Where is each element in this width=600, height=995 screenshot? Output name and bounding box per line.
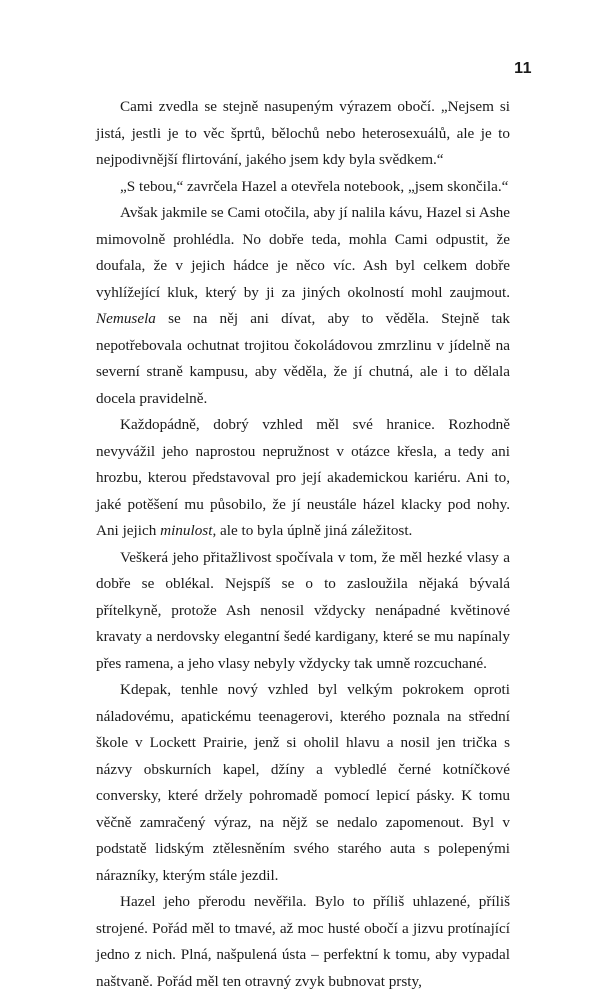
page-number: 11: [514, 60, 532, 77]
paragraph-4-part-2: , ale to byla úplně jiná záležitost.: [212, 522, 413, 539]
paragraph-4-part-1: Každopádně, dobrý vzhled měl své hranice. Rozhodně nevyvážil jeho naprostou nepružnost v otázce křesla, a tedy ani hrozbu, kterou představoval pro její akademickou kariéru. Ani to, jaké potěšení mu působilo, že jí neustále házel klacky pod nohy. Ani jejich: [96, 416, 510, 539]
paragraph-7: Hazel jeho přerodu nevěřila. Bylo to příliš uhlazené, příliš strojené. Pořád měl to tmavé, až moc husté obočí a jizvu protínající jedno z nich. Plná, našpulená ústa – perfektní k tomu, aby vypadal naštvaně. Pořád měl ten otravný zvyk bubnovat prsty,: [96, 893, 510, 990]
paragraph-5: Veškerá jeho přitažlivost spočívala v tom, že měl hezké vlasy a dobře se oblékal. Nejspíš se o to zasloužila nějaká bývalá přítelkyně, protože Ash nenosil vždycky nenápadné květinové kravaty a nerdovsky elegantní šedé kardigany, které se mu napínaly přes ramena, a jeho vlasy nebyly vždycky tak umně rozcuchané.: [96, 548, 510, 672]
emphasis-nemusela: Nemusela: [96, 310, 156, 327]
body-text: [96, 94, 510, 995]
paragraph-3-part-2: se na něj ani dívat, aby to věděla. Stejně tak nepotřebovala ochutnat trojitou čokoládovou zmrzlinu v jídelně na severní straně kampusu, aby věděla, že jí chutná, ale i to dělala docela pravidelně.: [96, 310, 510, 407]
paragraph-2: „S tebou,“ zavrčela Hazel a otevřela notebook, „jsem skončila.“: [120, 177, 509, 195]
paragraph-4: [96, 412, 510, 545]
paragraph-3: [96, 200, 510, 412]
emphasis-minulost: minulost: [160, 522, 213, 539]
paragraph-6: Kdepak, tenhle nový vzhled byl velkým pokrokem oproti náladovému, apatickému teenagerovi, kterého poznala na střední škole v Lockett Prairie, jenž si oholil hlavu a nosil jen trička s názvy obskurních kapel, džíny a vybledlé černé kotníčkové conversky, které držely pohromadě pomocí lepicí pásky. K tomu věčně zamračený výraz, na nějž se nedalo zapomenout. Byl v podstatě lidským ztělesněním svého starého auta s polepenými nárazníky, kterým stále jezdil.: [96, 681, 510, 884]
paragraph-1: Cami zvedla se stejně nasupeným výrazem obočí. „Nejsem si jistá, jestli je to věc šprtů, bělochů nebo heterosexuálů, ale je to nejpodivnější flirtování, jakého jsem kdy byla svědkem.“: [96, 98, 510, 168]
paragraph-3-part-1: Avšak jakmile se Cami otočila, aby jí nalila kávu, Hazel si Ashe mimovolně prohlédla. No dobře teda, mohla Cami odpustit, že doufala, že v jejich hádce je něco víc. Ash byl celkem dobře vyhlížející kluk, který by ji za jiných okolností mohl zaujmout.: [96, 204, 510, 301]
